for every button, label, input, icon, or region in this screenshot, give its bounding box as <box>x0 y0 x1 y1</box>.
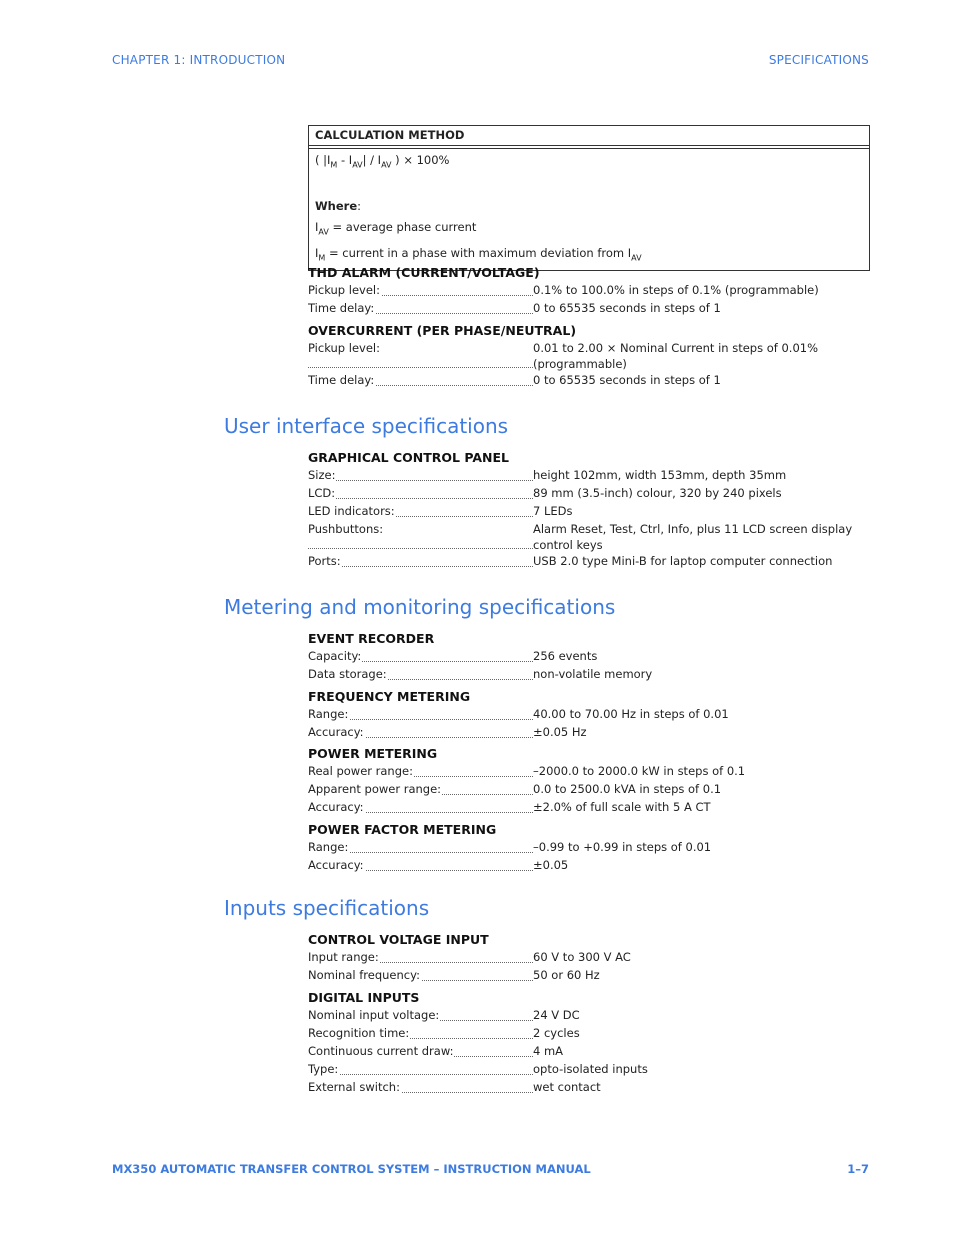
spec-label-leader <box>308 553 533 571</box>
spec-group-control-voltage-input <box>308 931 868 985</box>
spec-label-leader <box>308 300 533 318</box>
spec-label: Size: <box>308 468 336 482</box>
spec-label-leader <box>308 1007 533 1025</box>
spec-value: USB 2.0 type Mini-B for laptop computer connection <box>533 554 833 568</box>
spec-value: ±0.05 <box>533 858 569 872</box>
formula: ( $|I_M - I_{AV}| / I_{AV}$ ) × 100% <box>315 153 450 170</box>
spec-value: 50 or 60 Hz <box>533 968 600 982</box>
spec-label: Ports: <box>308 554 341 568</box>
spec-group-heading: POWER METERING <box>308 746 438 761</box>
spec-row <box>308 648 868 666</box>
calculation-method-table <box>308 125 870 271</box>
spec-value: 24 V DC <box>533 1008 580 1022</box>
spec-label-leader <box>308 857 533 875</box>
spec-value: opto-isolated inputs <box>533 1062 648 1076</box>
spec-value: 2 cycles <box>533 1026 580 1040</box>
spec-label: Nominal frequency: <box>308 968 420 982</box>
running-header-section: SPECIFICATIONS <box>768 53 869 67</box>
spec-row <box>308 949 868 967</box>
spec-label-leader <box>308 763 533 781</box>
spec-label-leader <box>308 282 533 300</box>
section-title-user-interface: User interface specifications <box>224 414 509 438</box>
spec-value: 7 LEDs <box>533 504 573 518</box>
spec-group-heading: POWER FACTOR METERING <box>308 822 497 837</box>
spec-label-leader <box>308 1061 533 1079</box>
spec-label: Pushbuttons: <box>308 522 384 536</box>
spec-label: Capacity: <box>308 649 362 663</box>
spec-label: Accuracy: <box>308 725 364 739</box>
spec-label: Time delay: <box>308 301 375 315</box>
spec-value: 0.1% to 100.0% in steps of 0.1% (programmable) <box>533 283 819 297</box>
section-title-metering: Metering and monitoring specifications <box>224 595 616 619</box>
spec-value: 89 mm (3.5-inch) colour, 320 by 240 pixels <box>533 486 782 500</box>
spec-label-leader <box>308 967 533 985</box>
footer-page-number: 1–7 <box>847 1162 869 1176</box>
spec-label-leader <box>308 648 533 666</box>
spec-label-leader <box>308 485 533 503</box>
spec-label-leader <box>308 839 533 857</box>
spec-group-power-factor-metering <box>308 821 868 875</box>
spec-row <box>308 553 868 571</box>
spec-row <box>308 839 868 857</box>
spec-value: 40.00 to 70.00 Hz in steps of 0.01 <box>533 707 729 721</box>
spec-row <box>308 503 868 521</box>
spec-label-leader <box>308 521 533 553</box>
spec-row <box>308 1043 868 1061</box>
definition-im: $I_M$ = current in a phase with maximum deviation from $I_{AV}$ <box>315 245 642 262</box>
spec-group-thd-alarm <box>308 264 868 318</box>
spec-label-leader <box>308 1025 533 1043</box>
where-label: Where: <box>315 199 362 214</box>
spec-row <box>308 485 868 503</box>
footer-manual-title: MX350 AUTOMATIC TRANSFER CONTROL SYSTEM – INSTRUCTION MANUAL <box>112 1162 591 1176</box>
spec-row <box>308 724 868 742</box>
spec-label: Recognition time: <box>308 1026 410 1040</box>
section-title-inputs: Inputs specifications <box>224 896 430 920</box>
spec-label-leader <box>308 372 533 390</box>
calculation-method-heading: CALCULATION METHOD <box>309 126 869 146</box>
spec-label: Time delay: <box>308 373 375 387</box>
definition-iav: $I_{AV}$ = average phase current <box>315 220 477 237</box>
spec-row <box>308 857 868 875</box>
spec-label-leader <box>308 949 533 967</box>
spec-value: –2000.0 to 2000.0 kW in steps of 0.1 <box>533 764 746 778</box>
spec-value: 0.0 to 2500.0 kVA in steps of 0.1 <box>533 782 722 796</box>
spec-label: Accuracy: <box>308 858 364 872</box>
spec-label-leader <box>308 1079 533 1097</box>
spec-row <box>308 1079 868 1097</box>
spec-row <box>308 666 868 684</box>
spec-row <box>308 763 868 781</box>
spec-group-heading: THD ALARM (CURRENT/VOLTAGE) <box>308 265 540 280</box>
spec-group-frequency-metering <box>308 688 868 742</box>
spec-label-leader <box>308 706 533 724</box>
spec-value: 256 events <box>533 649 598 663</box>
spec-label-leader <box>308 1043 533 1061</box>
spec-group-heading: FREQUENCY METERING <box>308 689 471 704</box>
spec-row <box>308 1007 868 1025</box>
spec-label-leader <box>308 799 533 817</box>
spec-value: 60 V to 300 V AC <box>533 950 631 964</box>
spec-group-graphical-control-panel <box>308 449 868 571</box>
spec-label: Input range: <box>308 950 379 964</box>
spec-group-heading: OVERCURRENT (PER PHASE/NEUTRAL) <box>308 323 577 338</box>
spec-label: LCD: <box>308 486 336 500</box>
spec-value: ±2.0% of full scale with 5 A CT <box>533 800 711 814</box>
spec-label: Accuracy: <box>308 800 364 814</box>
spec-group-power-metering <box>308 745 868 817</box>
spec-row <box>308 340 868 372</box>
spec-label: Real power range: <box>308 764 413 778</box>
spec-row <box>308 799 868 817</box>
spec-row <box>308 282 868 300</box>
spec-value: 0 to 65535 seconds in steps of 1 <box>533 301 721 315</box>
spec-row <box>308 521 868 553</box>
spec-value: 0 to 65535 seconds in steps of 1 <box>533 373 721 387</box>
spec-group-digital-inputs <box>308 989 868 1097</box>
spec-row <box>308 467 868 485</box>
spec-value: non-volatile memory <box>533 667 653 681</box>
spec-row <box>308 300 868 318</box>
spec-row <box>308 781 868 799</box>
spec-value: ±0.05 Hz <box>533 725 587 739</box>
spec-label-leader <box>308 781 533 799</box>
spec-row <box>308 372 868 390</box>
spec-label-leader <box>308 724 533 742</box>
spec-label: Data storage: <box>308 667 387 681</box>
spec-label: Apparent power range: <box>308 782 442 796</box>
spec-label: Pickup level: <box>308 283 380 297</box>
spec-label: Pickup level: <box>308 341 380 355</box>
spec-value: wet contact <box>533 1080 601 1094</box>
spec-value: Alarm Reset, Test, Ctrl, Info, plus 11 LCD screen display control keys <box>533 522 853 552</box>
spec-value: –0.99 to +0.99 in steps of 0.01 <box>533 840 712 854</box>
spec-group-event-recorder <box>308 630 868 684</box>
spec-label-leader <box>308 666 533 684</box>
spec-label-leader <box>308 503 533 521</box>
spec-label: Range: <box>308 707 349 721</box>
spec-value: 0.01 to 2.00 × Nominal Current in steps of 0.01% (programmable) <box>533 341 819 371</box>
spec-row <box>308 1061 868 1079</box>
calculation-method-body <box>309 149 869 270</box>
spec-label-leader <box>308 467 533 485</box>
spec-row <box>308 1025 868 1043</box>
spec-group-heading: EVENT RECORDER <box>308 631 435 646</box>
running-header-chapter: CHAPTER 1: INTRODUCTION <box>112 53 286 67</box>
spec-group-overcurrent <box>308 322 868 390</box>
spec-group-heading: GRAPHICAL CONTROL PANEL <box>308 450 510 465</box>
spec-label-leader <box>308 340 533 372</box>
spec-group-heading: DIGITAL INPUTS <box>308 990 420 1005</box>
spec-label: LED indicators: <box>308 504 395 518</box>
spec-label: Continuous current draw: <box>308 1044 454 1058</box>
spec-value: height 102mm, width 153mm, depth 35mm <box>533 468 787 482</box>
spec-row <box>308 967 868 985</box>
spec-label: Nominal input voltage: <box>308 1008 440 1022</box>
spec-label: Type: <box>308 1062 339 1076</box>
spec-value: 4 mA <box>533 1044 564 1058</box>
spec-label: External switch: <box>308 1080 400 1094</box>
spec-group-heading: CONTROL VOLTAGE INPUT <box>308 932 489 947</box>
spec-row <box>308 706 868 724</box>
spec-label: Range: <box>308 840 349 854</box>
